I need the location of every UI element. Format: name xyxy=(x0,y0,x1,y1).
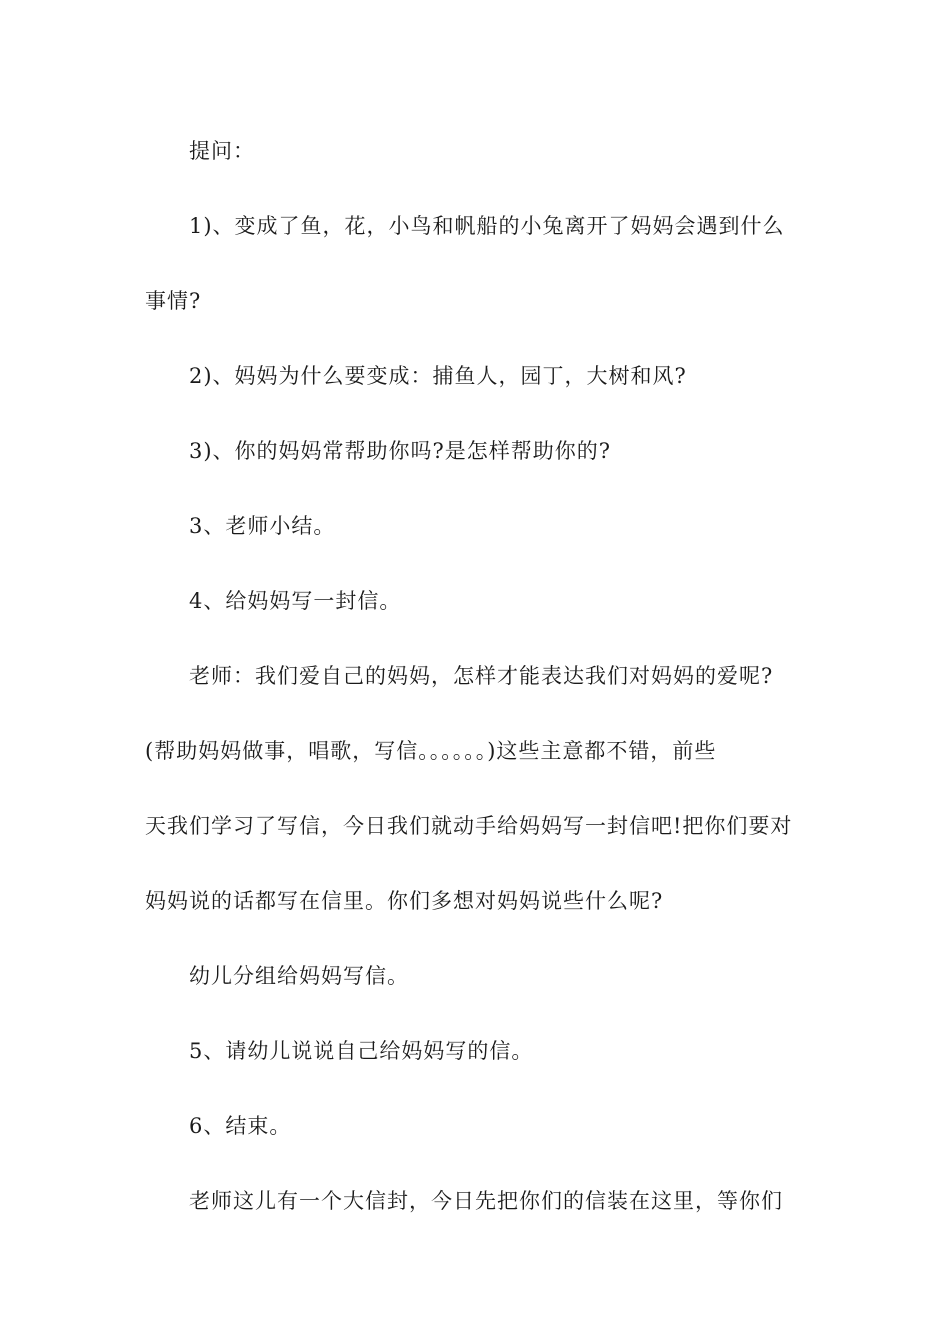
step-5-share: 5、请幼儿说说自己给妈妈写的信。 xyxy=(189,1039,534,1063)
question-2: 2)、妈妈为什么要变成：捕鱼人，园丁，大树和风? xyxy=(189,364,687,388)
closing-paragraph-line-1: 老师这儿有一个大信封，今日先把你们的信装在这里，等你们 xyxy=(189,1189,783,1213)
step-4-letter: 4、给妈妈写一封信。 xyxy=(189,589,402,613)
question-1-line-1: 1)、变成了鱼，花，小鸟和帆船的小兔离开了妈妈会遇到什么 xyxy=(189,214,785,238)
question-heading: 提问： xyxy=(189,139,255,163)
teacher-paragraph-line-4: 妈妈说的话都写在信里。你们多想对妈妈说些什么呢? xyxy=(145,889,664,913)
step-6-end: 6、结束。 xyxy=(189,1114,292,1138)
question-1-line-2: 事情? xyxy=(145,289,202,313)
step-3-summary: 3、老师小结。 xyxy=(189,514,336,538)
teacher-paragraph-line-1: 老师：我们爱自己的妈妈，怎样才能表达我们对妈妈的爱呢? xyxy=(189,664,774,688)
question-3: 3)、你的妈妈常帮助你吗?是怎样帮助你的? xyxy=(189,439,612,463)
teacher-paragraph-line-3: 天我们学习了写信，今日我们就动手给妈妈写一封信吧!把你们要对 xyxy=(145,814,793,838)
teacher-paragraph-line-2: (帮助妈妈做事，唱歌，写信。。。。。。)这些主意都不错，前些 xyxy=(145,739,717,763)
group-writing: 幼儿分组给妈妈写信。 xyxy=(189,964,409,988)
